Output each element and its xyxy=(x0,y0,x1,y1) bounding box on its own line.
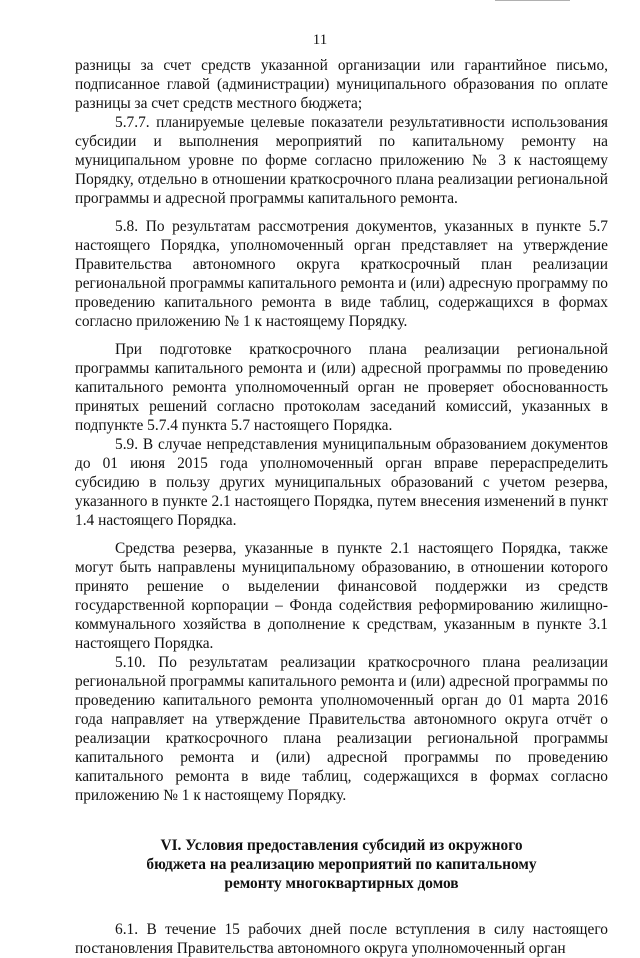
section-heading-line-3: ремонту многоквартирных домов xyxy=(224,875,459,892)
paragraph: 5.9. В случае непредставления муниципальным образованием документов до 01 июня 2015 года уполномоченный орган вправе перераспределить субсидию в пользу других муниципальных образований с учетом резерва, указанного в пункте 2.1 настоящего Порядка, путем внесения изменений в пункт 1.4 настоящего Порядка. xyxy=(75,436,608,529)
paragraph: Средства резерва, указанные в пункте 2.1 настоящего Порядка, также могут быть направлены муниципальному образованию, в отношении которого принято решение о выделении финансовой поддержки из средств государственной корпорации – Фонда содействия реформированию жилищно-коммунального хозяйства в дополнение к средствам, указанным в пункте 3.1 настоящего Порядка. xyxy=(75,540,608,652)
top-edge-rule xyxy=(495,0,570,1)
section-heading-line-2: бюджета на реализацию мероприятий по капитальному xyxy=(146,856,537,873)
paragraph: При подготовке краткосрочного плана реализации региональной программы капитального ремонта и (или) адресной программы по проведению капитального ремонта уполномоченный орган не проверяет обоснованность принятых решений согласно протоколам заседаний комиссий, указанных в подпункте 5.7.4 пункта 5.7 настоящего Порядка. xyxy=(75,341,608,434)
paragraph: 5.10. По результатам реализации краткосрочного плана реализации региональной программы капитального ремонта и (или) адресной программы по проведению капитального ремонта уполномоченный орган до 01 марта 2016 года направляет на утверждение Правительства автономного округа отчёт о реализации краткосрочного плана реализации региональной программы капитального ремонта и (или) адресной программы по проведению капитального ремонта в виде таблиц, содержащихся в формах согласно приложению № 1 к настоящему Порядку. xyxy=(75,654,608,804)
page-number: 11 xyxy=(312,32,328,48)
paragraphs-after-heading xyxy=(75,920,608,958)
section-heading-line-1: VI. Условия предоставления субсидий из окружного xyxy=(160,837,523,854)
paragraphs-before-heading xyxy=(75,56,608,805)
paragraph: разницы за счет средств указанной организации или гарантийное письмо, подписанное главой (администрации) муниципального образования по оплате разницы за счет средств местного бюджета; xyxy=(75,57,608,112)
paragraph: 5.8. По результатам рассмотрения документов, указанных в пункте 5.7 настоящего Порядка, уполномоченный орган представляет на утверждение Правительства автономного округа краткосрочный план реализации региональной программы капитального ремонта и (или) адресную программу по проведению капитального ремонта в виде таблиц, содержащихся в формах согласно приложению № 1 к настоящему Порядку. xyxy=(75,218,608,330)
section-heading xyxy=(75,836,608,893)
document-body xyxy=(75,56,608,958)
paragraph: 5.7.7. планируемые целевые показатели результативности использования субсидии и выполнения мероприятий по капитальному ремонту на муниципальном уровне по форме согласно приложению № 3 к настоящему Порядку, отдельно в отношении краткосрочного плана реализации региональной программы и адресной программы капитального ремонта. xyxy=(75,114,608,207)
paragraph: 6.1. В течение 15 рабочих дней после вступления в силу настоящего постановления Правительства автономного округа уполномоченный орган xyxy=(75,921,608,957)
